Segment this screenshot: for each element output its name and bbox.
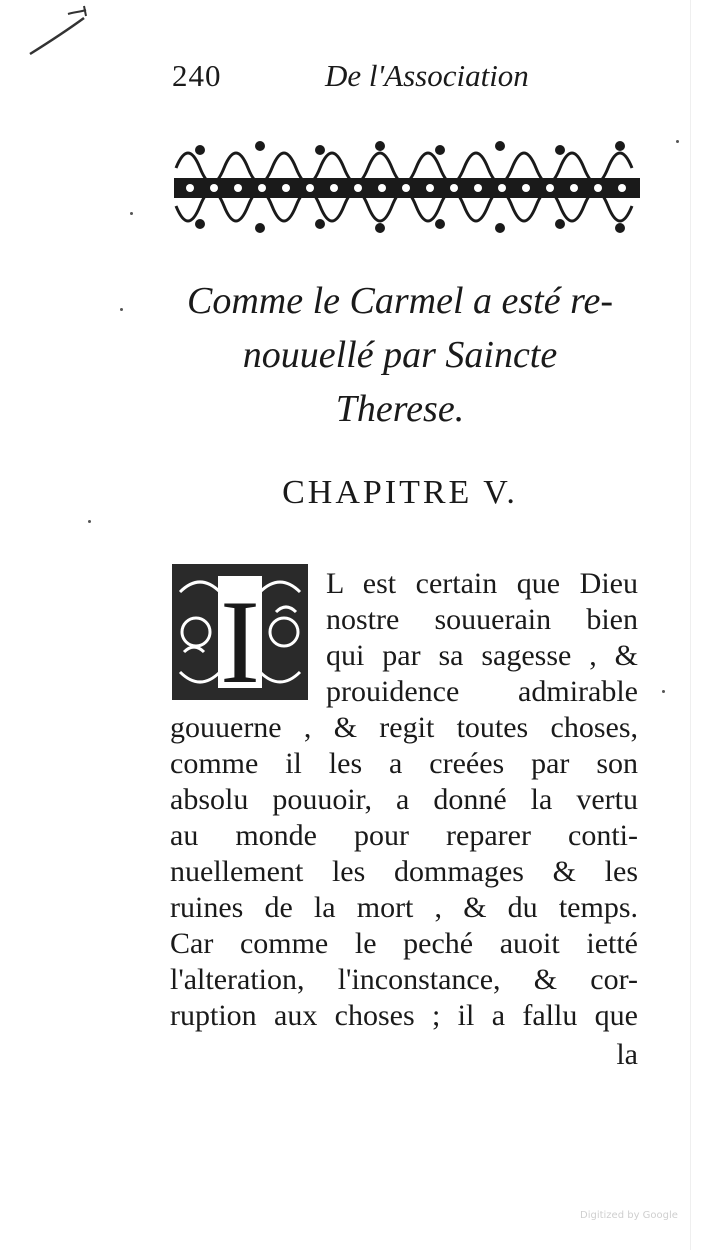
ink-speck [88,520,91,523]
catchword: la [616,1038,638,1071]
body-line: nuellement les dommages & les [170,855,638,888]
chapter-title-line: Therese. [335,388,465,430]
chapter-title-line: Comme le Carmel a esté re- [187,280,613,322]
initial-letter: I [220,575,260,702]
body-line: prouidence admirable [326,675,638,708]
body-line: L est certain que Dieu [326,567,638,600]
ink-speck [662,690,665,693]
pen-mark-icon [28,4,92,60]
page-edge [690,0,691,1250]
chapter-heading: CHAPITRE V. [282,474,518,511]
ink-speck [130,212,133,215]
body-line: nostre souuerain bien [326,603,638,636]
ink-speck [676,140,679,143]
ornament-band-icon [170,128,644,240]
floral-initial-icon [170,562,310,702]
body-line: l'alteration, l'inconstance, & cor- [170,963,638,996]
running-title: De l'Association [325,58,529,93]
body-line: ruines de la mort , & du temps. [170,891,638,924]
body-line: absolu pouuoir, a donné la vertu [170,783,638,816]
body-line: comme il les a creées par son [170,747,638,780]
body-line: gouuerne , & regit toutes choses, [170,711,638,744]
body-line: ruption aux choses ; il a fallu que [170,999,638,1032]
body-line: Car comme le peché auoit ietté [170,927,638,960]
body-line: qui par sa sagesse , & [326,639,638,672]
page-number: 240 [172,58,222,93]
body-line: au monde pour reparer conti- [170,819,638,852]
chapter-title-line: nouuellé par Saincte [242,334,558,376]
ink-speck [120,308,123,311]
decorated-initial [170,562,310,702]
digitization-watermark: Digitized by Google [580,1210,678,1221]
